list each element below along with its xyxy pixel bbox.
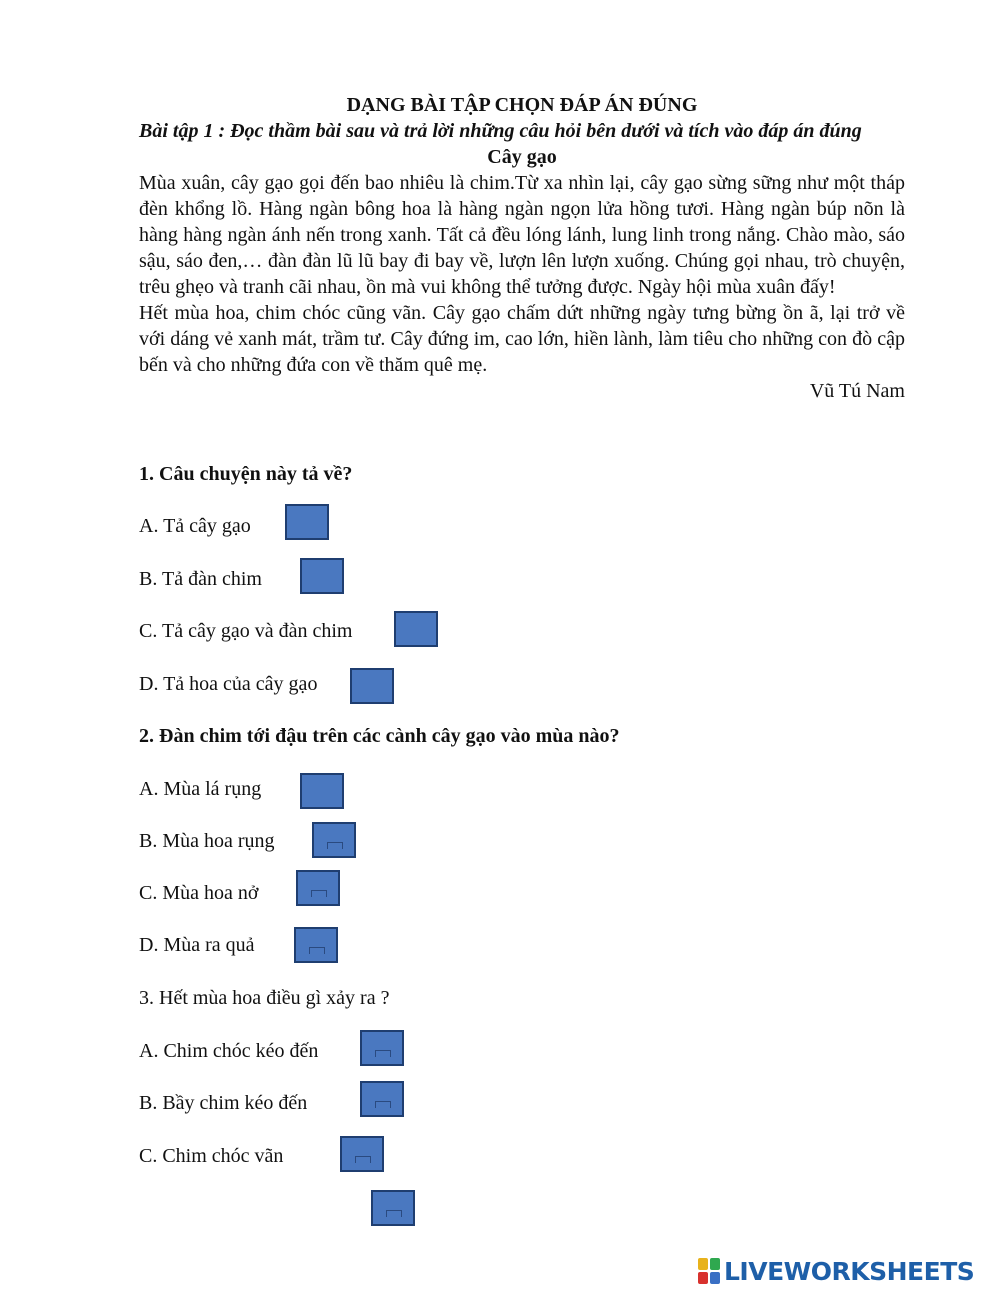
passage-author: Vũ Tú Nam — [809, 380, 905, 402]
checkbox-mark-icon — [375, 1050, 391, 1057]
question-1-option-b: B. Tả đàn chim — [139, 568, 262, 590]
question-2: 2. Đàn chim tới đậu trên các cành cây gạo vào mùa nào? — [139, 725, 620, 747]
question-1-option-a-checkbox[interactable] — [285, 504, 329, 540]
logo-tile-red — [698, 1272, 708, 1284]
checkbox-mark-icon — [327, 842, 343, 849]
question-1: 1. Câu chuyện này tả về? — [139, 463, 353, 485]
question-2-option-b-checkbox[interactable] — [312, 822, 356, 858]
checkbox-mark-icon — [311, 890, 327, 897]
passage — [139, 170, 905, 378]
question-2-option-a: A. Mùa lá rụng — [139, 778, 262, 800]
logo-tile-green — [710, 1258, 720, 1270]
worksheet-title: DẠNG BÀI TẬP CHỌN ĐÁP ÁN ĐÚNG — [346, 94, 698, 116]
question-3-option-b: B. Bầy chim kéo đến — [139, 1092, 308, 1114]
worksheet-content — [139, 92, 905, 404]
checkbox-mark-icon — [375, 1101, 391, 1108]
question-1-option-a: A. Tả cây gạo — [139, 515, 251, 537]
question-2-option-d-checkbox[interactable] — [294, 927, 338, 963]
passage-title: Cây gạo — [487, 146, 557, 168]
logo-tile-yellow — [698, 1258, 708, 1270]
question-1-option-d-checkbox[interactable] — [350, 668, 394, 704]
logo-tile-blue — [710, 1272, 720, 1284]
passage-paragraph-1: Mùa xuân, cây gạo gọi đến bao nhiêu là chim.Từ xa nhìn lại, cây gạo sừng sững như một tháp đèn khổng lồ. Hàng ngàn bông hoa là hàng ngàn ngọn lửa hồng tươi. Hàng ngàn búp nõn là hàng hàng ngàn ánh nến trong xanh. Tất cả đều lóng lánh, lung linh trong nắng. Chào mào, sáo sậu, sáo đen,… đàn đàn lũ lũ bay đi bay về, lượn lên lượn xuống. Chúng gọi nhau, trò chuyện, trêu ghẹo và tranh cãi nhau, ồn mà vui không thể tưởng được. Ngày hội mùa xuân đấy! — [139, 172, 905, 298]
passage-paragraph-2: Hết mùa hoa, chim chóc cũng vãn. Cây gạo chấm dứt những ngày tưng bừng ồn ã, lại trở về với dáng vẻ xanh mát, trầm tư. Cây đứng im, cao lớn, hiền lành, làm tiêu cho những con đò cập bến và cho những đứa con về thăm quê mẹ. — [139, 302, 905, 376]
checkbox-mark-icon — [355, 1156, 371, 1163]
exercise-instruction: Bài tập 1 : Đọc thầm bài sau và trả lời những câu hỏi bên dưới và tích vào đáp án đúng — [139, 120, 862, 142]
question-2-option-c-checkbox[interactable] — [296, 870, 340, 906]
liveworksheets-logo — [698, 1256, 974, 1286]
question-3-option-a-checkbox[interactable] — [360, 1030, 404, 1066]
question-3-option-c-checkbox[interactable] — [340, 1136, 384, 1172]
question-3-extra-checkbox[interactable] — [371, 1190, 415, 1226]
checkbox-mark-icon — [386, 1210, 402, 1217]
liveworksheets-logo-icon — [698, 1258, 720, 1284]
question-3-option-b-checkbox[interactable] — [360, 1081, 404, 1117]
question-2-option-b: B. Mùa hoa rụng — [139, 830, 275, 852]
question-2-option-d: D. Mùa ra quả — [139, 934, 255, 956]
question-2-option-c: C. Mùa hoa nở — [139, 882, 259, 904]
liveworksheets-logo-text: LIVEWORKSHEETS — [724, 1256, 975, 1286]
question-3-option-c: C. Chim chóc vãn — [139, 1145, 284, 1167]
question-1-option-b-checkbox[interactable] — [300, 558, 344, 594]
question-3: 3. Hết mùa hoa điều gì xảy ra ? — [139, 987, 390, 1009]
question-1-option-d: D. Tả hoa của cây gạo — [139, 673, 318, 695]
checkbox-mark-icon — [309, 947, 325, 954]
question-3-option-a: A. Chim chóc kéo đến — [139, 1040, 319, 1062]
question-1-option-c: C. Tả cây gạo và đàn chim — [139, 620, 353, 642]
question-1-option-c-checkbox[interactable] — [394, 611, 438, 647]
question-2-option-a-checkbox[interactable] — [300, 773, 344, 809]
